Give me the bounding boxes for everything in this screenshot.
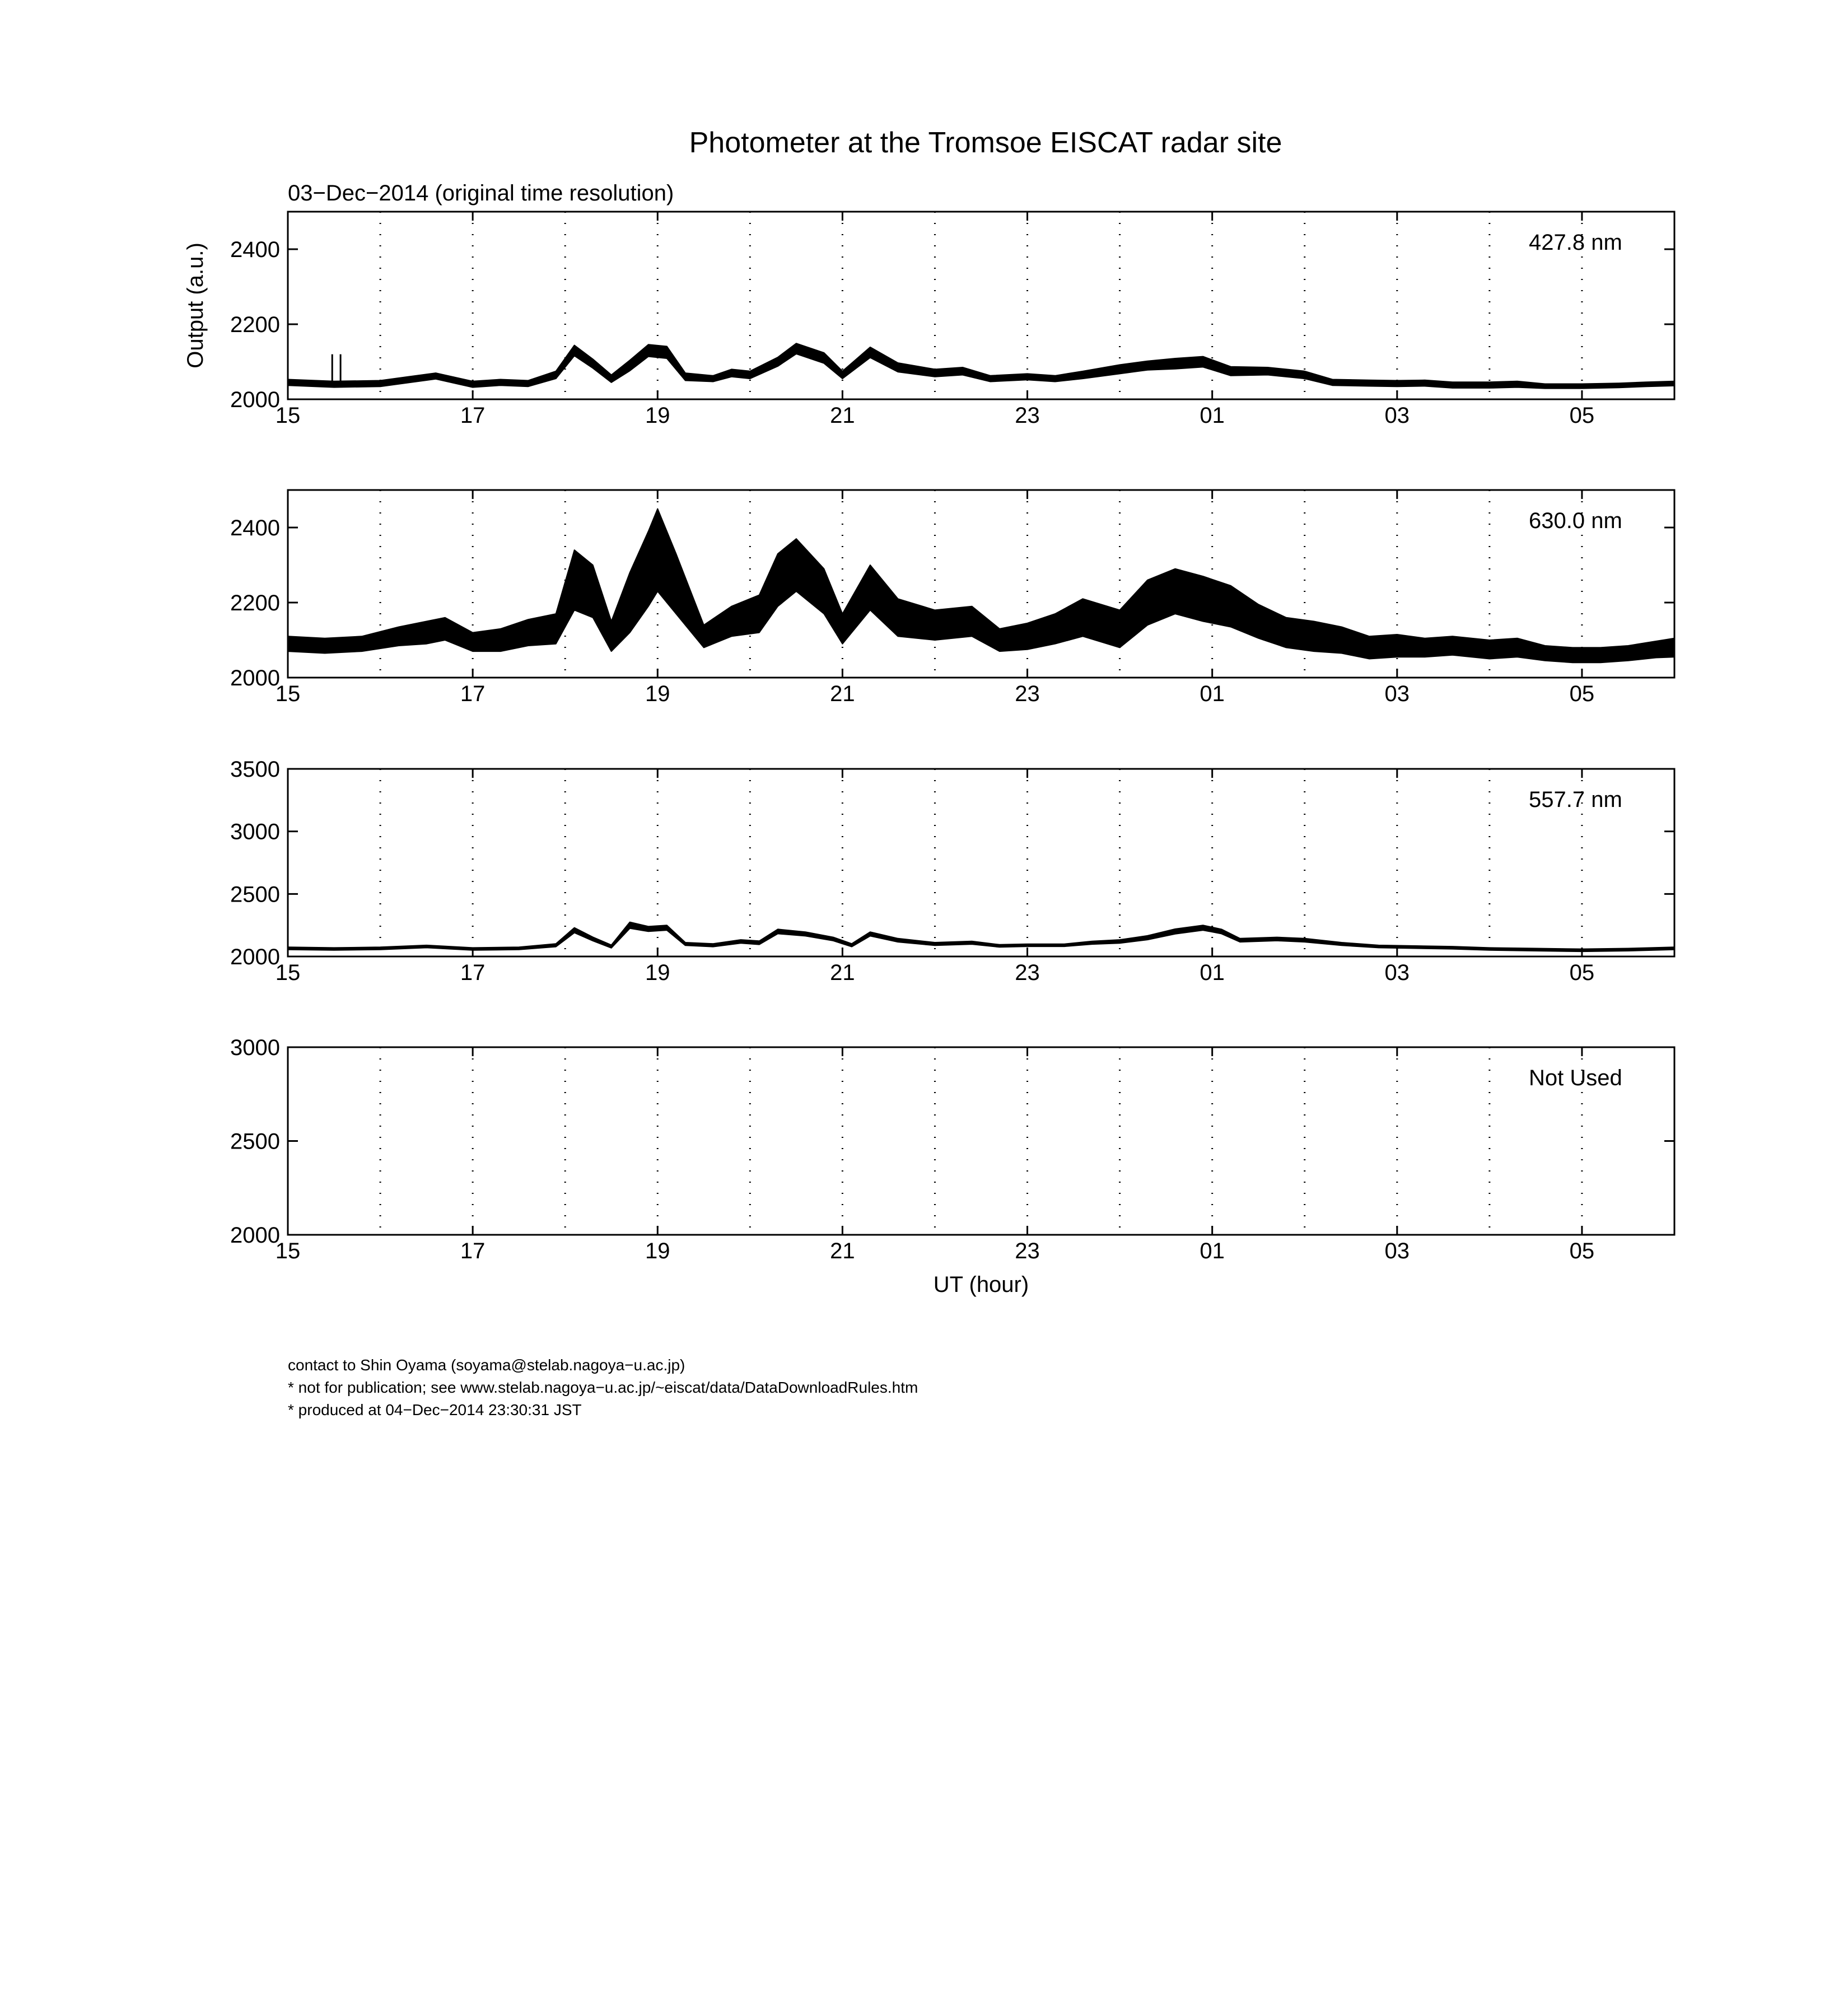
x-tick-label: 05 bbox=[1569, 960, 1595, 985]
data-point bbox=[629, 925, 631, 926]
x-tick-label: 23 bbox=[1015, 960, 1040, 985]
data-point bbox=[684, 943, 686, 945]
data-point bbox=[1313, 636, 1315, 637]
y-axis-label: Output (a.u.) bbox=[183, 242, 208, 368]
data-point bbox=[934, 624, 936, 626]
figure-subtitle: 03−Dec−2014 (original time resolution) bbox=[288, 181, 674, 206]
data-point bbox=[1304, 939, 1305, 941]
data-point bbox=[435, 375, 437, 377]
data-point bbox=[805, 933, 806, 935]
x-tick-label: 01 bbox=[1200, 1239, 1225, 1263]
data-point bbox=[990, 378, 991, 380]
data-point bbox=[647, 349, 649, 351]
data-point bbox=[1424, 382, 1426, 384]
x-tick-label: 19 bbox=[645, 1239, 670, 1263]
data-point bbox=[1424, 647, 1426, 648]
data-point bbox=[629, 365, 631, 366]
data-point bbox=[1627, 949, 1629, 950]
data-point bbox=[712, 378, 714, 380]
data-point bbox=[629, 602, 631, 604]
data-point bbox=[758, 942, 760, 944]
data-point bbox=[555, 374, 557, 376]
x-tick-label: 17 bbox=[460, 960, 486, 985]
data-point bbox=[1082, 374, 1084, 376]
data-point bbox=[573, 579, 575, 581]
data-point bbox=[842, 374, 843, 376]
x-tick-label: 15 bbox=[275, 403, 301, 428]
data-point bbox=[1239, 939, 1241, 941]
data-point bbox=[1572, 654, 1574, 656]
y-tick-label: 2000 bbox=[230, 666, 280, 690]
data-point bbox=[1488, 648, 1490, 650]
data-point bbox=[869, 352, 871, 353]
data-point bbox=[999, 945, 1001, 947]
panel-4 bbox=[230, 1035, 1674, 1297]
data-point bbox=[1627, 652, 1629, 654]
data-point bbox=[592, 590, 594, 592]
data-point bbox=[518, 948, 520, 949]
wavelength-label: Not Used bbox=[1529, 1066, 1622, 1090]
footer-contact: contact to Shin Oyama (soyama@stelab.nagoya−u.ac.jp) bbox=[288, 1356, 685, 1374]
plot-frame bbox=[288, 769, 1674, 956]
data-point bbox=[333, 384, 335, 385]
data-point bbox=[777, 931, 778, 932]
panel-1 bbox=[183, 212, 1676, 428]
footer-publication-note: * not for publication; see www.stelab.nagoya−u.ac.jp/~eiscat/data/DataDownloadRules.htm bbox=[288, 1379, 918, 1396]
data-point bbox=[851, 944, 852, 946]
data-point bbox=[573, 930, 575, 931]
x-tick-label: 03 bbox=[1384, 403, 1410, 428]
y-tick-label: 2200 bbox=[230, 591, 280, 615]
data-point bbox=[1221, 931, 1222, 932]
data-point bbox=[869, 587, 871, 589]
x-tick-label: 05 bbox=[1569, 403, 1595, 428]
data-point bbox=[647, 568, 649, 570]
data-point bbox=[1054, 628, 1056, 629]
data-point bbox=[731, 372, 732, 374]
x-axis-label: UT (hour) bbox=[933, 1272, 1029, 1297]
series-trace bbox=[288, 509, 1674, 663]
data-point bbox=[426, 632, 427, 633]
y-tick-label: 2200 bbox=[230, 312, 280, 337]
x-tick-label: 15 bbox=[275, 960, 301, 985]
data-point bbox=[1026, 636, 1028, 637]
data-point bbox=[573, 349, 575, 351]
data-point bbox=[823, 357, 825, 359]
data-point bbox=[500, 381, 501, 383]
x-tick-label: 05 bbox=[1569, 682, 1595, 706]
data-point bbox=[1452, 947, 1453, 949]
data-point bbox=[1202, 927, 1204, 928]
data-point bbox=[555, 628, 557, 629]
data-point bbox=[999, 640, 1001, 641]
data-point bbox=[823, 590, 825, 592]
panel-2 bbox=[230, 490, 1675, 706]
series-trace bbox=[288, 343, 1674, 388]
y-tick-label: 2000 bbox=[230, 388, 280, 412]
x-tick-label: 21 bbox=[830, 960, 855, 985]
data-point bbox=[1147, 365, 1149, 366]
data-point bbox=[1202, 598, 1204, 600]
series-trace bbox=[288, 922, 1674, 952]
x-tick-label: 01 bbox=[1200, 682, 1225, 706]
data-point bbox=[1516, 384, 1518, 385]
data-point bbox=[1369, 647, 1370, 648]
x-tick-label: 23 bbox=[1015, 682, 1040, 706]
data-point bbox=[712, 944, 714, 946]
data-point bbox=[592, 938, 594, 940]
data-point bbox=[1544, 652, 1546, 654]
data-point bbox=[1618, 385, 1620, 386]
data-point bbox=[1488, 948, 1490, 950]
data-point bbox=[897, 939, 899, 941]
y-tick-label: 2500 bbox=[230, 882, 280, 907]
y-tick-label: 2400 bbox=[230, 237, 280, 262]
data-point bbox=[934, 943, 936, 945]
data-point bbox=[528, 632, 529, 633]
data-point bbox=[647, 928, 649, 930]
x-tick-label: 17 bbox=[460, 1239, 486, 1263]
data-point bbox=[1174, 363, 1176, 365]
footer-produced-note: * produced at 04−Dec−2014 23:30:31 JST bbox=[288, 1401, 582, 1418]
data-point bbox=[1285, 632, 1287, 633]
data-point bbox=[1396, 645, 1398, 647]
data-point bbox=[1415, 946, 1416, 948]
data-point bbox=[361, 643, 363, 645]
data-point bbox=[1082, 617, 1084, 618]
data-point bbox=[333, 948, 335, 950]
wavelength-label: 630.0 nm bbox=[1529, 508, 1622, 533]
data-point bbox=[749, 374, 751, 376]
data-point bbox=[1581, 385, 1583, 387]
y-tick-label: 2000 bbox=[230, 1223, 280, 1248]
x-tick-label: 03 bbox=[1384, 1239, 1410, 1263]
data-point bbox=[1174, 590, 1176, 592]
x-tick-label: 19 bbox=[645, 403, 670, 428]
data-point bbox=[1378, 946, 1379, 948]
x-tick-label: 03 bbox=[1384, 682, 1410, 706]
chart-panels bbox=[183, 212, 1676, 1297]
plot-frame bbox=[288, 212, 1674, 399]
x-tick-label: 23 bbox=[1015, 1239, 1040, 1263]
data-point bbox=[971, 942, 973, 944]
data-point bbox=[1452, 645, 1453, 647]
data-point bbox=[971, 620, 973, 622]
data-point bbox=[758, 613, 760, 615]
data-point bbox=[1119, 941, 1121, 942]
data-point bbox=[1119, 628, 1121, 629]
data-point bbox=[610, 946, 612, 948]
data-point bbox=[444, 628, 446, 629]
data-point bbox=[1369, 382, 1370, 384]
data-point bbox=[1276, 938, 1278, 940]
data-point bbox=[897, 617, 899, 618]
y-tick-label: 2400 bbox=[230, 516, 280, 540]
x-tick-label: 01 bbox=[1200, 960, 1225, 985]
data-point bbox=[842, 628, 843, 629]
data-point bbox=[740, 941, 741, 942]
data-point bbox=[897, 367, 899, 368]
data-point bbox=[1341, 640, 1342, 641]
data-point bbox=[1026, 376, 1028, 377]
data-point bbox=[1147, 937, 1149, 939]
x-tick-label: 15 bbox=[275, 1239, 301, 1263]
x-tick-label: 23 bbox=[1015, 403, 1040, 428]
data-point bbox=[1341, 943, 1342, 945]
x-tick-label: 15 bbox=[275, 682, 301, 706]
data-point bbox=[1452, 384, 1453, 386]
data-point bbox=[1396, 382, 1398, 384]
y-tick-label: 3000 bbox=[230, 1035, 280, 1060]
data-point bbox=[1599, 654, 1601, 656]
wavelength-label: 427.8 nm bbox=[1529, 230, 1622, 255]
data-point bbox=[1258, 620, 1259, 622]
data-point bbox=[528, 382, 529, 384]
figure-title: Photometer at the Tromsoe EISCAT radar site bbox=[689, 127, 1282, 159]
data-point bbox=[472, 641, 474, 643]
x-tick-label: 17 bbox=[460, 682, 486, 706]
data-point bbox=[1230, 370, 1231, 372]
data-point bbox=[1230, 605, 1231, 607]
data-point bbox=[380, 948, 381, 949]
data-point bbox=[407, 379, 409, 381]
data-point bbox=[1174, 931, 1176, 932]
panel-3 bbox=[230, 757, 1675, 985]
data-point bbox=[555, 944, 557, 946]
data-point bbox=[1332, 381, 1333, 383]
data-point bbox=[1091, 942, 1093, 944]
data-point bbox=[666, 927, 668, 928]
plot-frame bbox=[288, 1047, 1674, 1235]
data-point bbox=[1054, 378, 1056, 380]
data-point bbox=[1544, 385, 1546, 387]
x-tick-label: 21 bbox=[830, 682, 855, 706]
data-point bbox=[934, 372, 936, 374]
y-tick-label: 2000 bbox=[230, 945, 280, 969]
data-point bbox=[795, 348, 797, 349]
data-point bbox=[1488, 384, 1490, 386]
data-point bbox=[777, 361, 778, 363]
data-point bbox=[795, 564, 797, 566]
data-point bbox=[398, 636, 400, 637]
data-point bbox=[610, 636, 612, 637]
x-tick-label: 21 bbox=[830, 403, 855, 428]
data-point bbox=[666, 352, 668, 353]
data-point bbox=[1267, 370, 1268, 372]
data-point bbox=[1119, 368, 1121, 370]
data-point bbox=[426, 946, 427, 948]
x-tick-label: 01 bbox=[1200, 403, 1225, 428]
data-point bbox=[500, 640, 501, 641]
data-point bbox=[657, 549, 659, 551]
data-point bbox=[1646, 384, 1648, 385]
data-point bbox=[731, 620, 732, 622]
x-tick-label: 05 bbox=[1569, 1239, 1595, 1263]
data-point bbox=[1202, 361, 1204, 363]
data-point bbox=[675, 583, 677, 585]
data-point bbox=[324, 645, 326, 647]
data-point bbox=[1147, 602, 1149, 604]
y-tick-label: 3500 bbox=[230, 757, 280, 782]
data-point bbox=[1026, 944, 1028, 946]
data-point bbox=[1535, 949, 1537, 950]
data-point bbox=[1304, 374, 1305, 376]
data-point bbox=[472, 384, 474, 385]
data-point bbox=[380, 382, 381, 384]
x-tick-label: 19 bbox=[645, 960, 670, 985]
data-point bbox=[610, 378, 612, 380]
x-tick-label: 21 bbox=[830, 1239, 855, 1263]
x-tick-label: 19 bbox=[645, 682, 670, 706]
data-point bbox=[869, 933, 871, 935]
data-point bbox=[592, 363, 594, 365]
data-point bbox=[1063, 944, 1065, 946]
x-tick-label: 03 bbox=[1384, 960, 1410, 985]
y-tick-label: 2500 bbox=[230, 1129, 280, 1154]
x-tick-label: 17 bbox=[460, 403, 486, 428]
wavelength-label: 557.7 nm bbox=[1529, 787, 1622, 812]
data-point bbox=[962, 370, 963, 372]
y-tick-label: 3000 bbox=[230, 819, 280, 844]
data-point bbox=[832, 938, 834, 940]
data-point bbox=[1516, 647, 1518, 648]
data-point bbox=[684, 376, 686, 377]
data-point bbox=[703, 636, 704, 637]
data-point bbox=[777, 579, 778, 581]
data-point bbox=[1655, 648, 1656, 650]
